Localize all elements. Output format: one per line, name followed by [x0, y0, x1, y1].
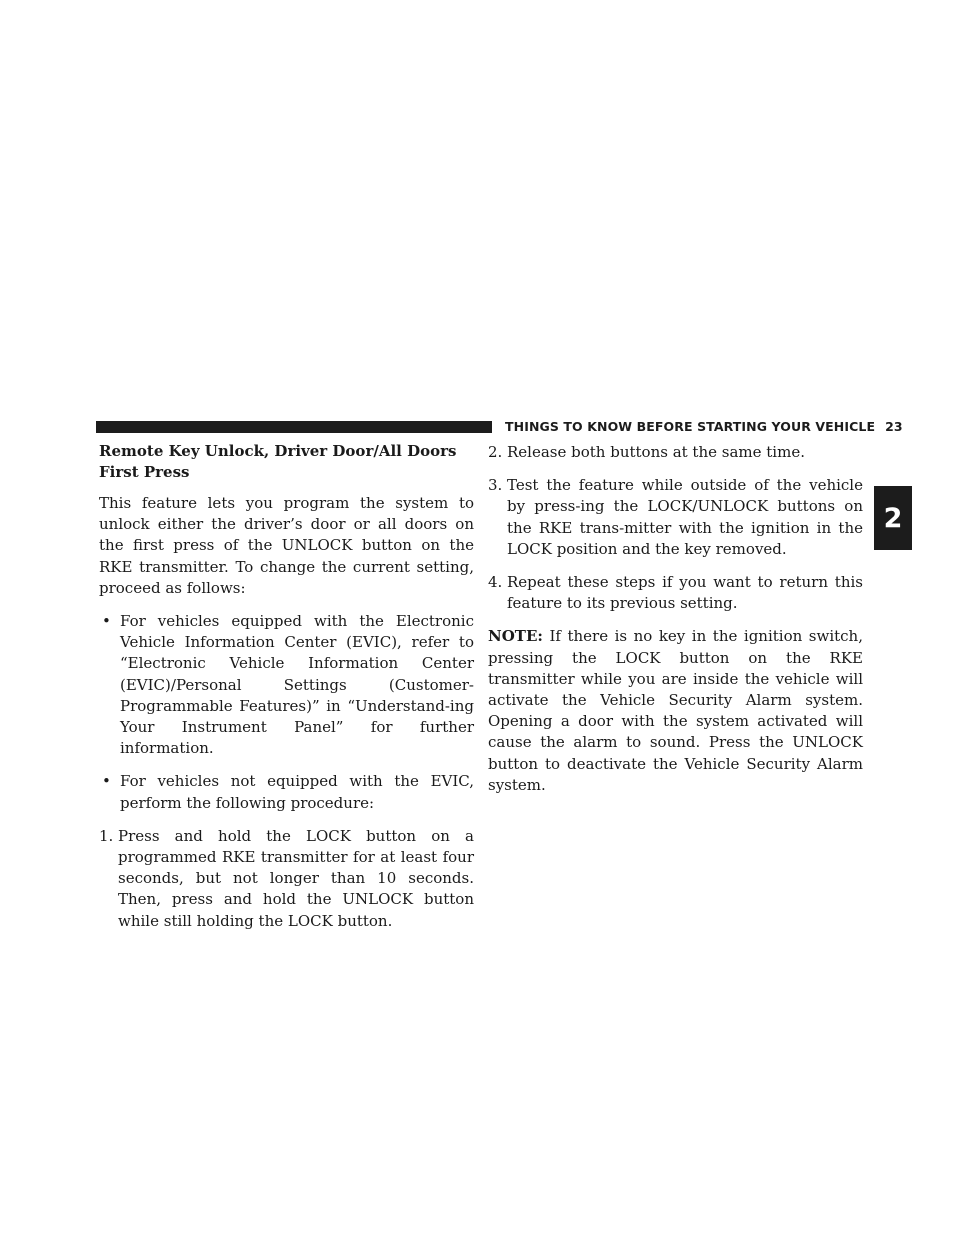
step-item: [99, 826, 474, 932]
step-number: 1.: [99, 826, 114, 845]
header-section-title: THINGS TO KNOW BEFORE STARTING YOUR VEHICLE: [505, 419, 876, 434]
intro-paragraph: This feature lets you program the system to unlock either the driver’s door or all doors on the first press of the UNLOCK button on the RKE transmitter. To change the current setting, proceed as follows:: [99, 494, 474, 597]
step-item: [488, 442, 863, 463]
step-number: 4.: [488, 573, 503, 592]
header-rule: [96, 421, 492, 433]
step-text: Press and hold the LOCK button on a programmed RKE transmitter for at least four seconds, but not longer than 10 seconds. Then, press and hold the UNLOCK button while still holding the LOCK button.: [118, 826, 474, 930]
bullet-item: [99, 611, 474, 759]
bullet-item: [99, 771, 474, 813]
right-column: [488, 442, 863, 808]
step-text: Repeat these steps if you want to return this feature to its previous setting.: [507, 573, 863, 613]
page-number: 23: [885, 419, 903, 434]
left-column: [99, 441, 474, 944]
step-number: 3.: [488, 476, 503, 495]
note-paragraph: [488, 626, 863, 796]
section-heading: Remote Key Unlock, Driver Door/All Doors First Press: [99, 442, 457, 481]
running-header: [505, 419, 903, 434]
step-number: 2.: [488, 443, 503, 461]
bullet-marker: •: [102, 772, 111, 791]
bullet-marker: •: [102, 612, 111, 631]
note-label: NOTE:: [488, 627, 543, 646]
step-item: [488, 475, 863, 560]
note-text: If there is no key in the ignition switch, pressing the LOCK button on the RKE transmitter while you are inside the vehicle will activate the Vehicle Security Alarm system. Opening a door with the system activated will cause the alarm to sound. Press the UNLOCK button to deactivate the Vehicle Security Alarm system.: [488, 627, 863, 794]
chapter-tab: 2: [874, 486, 912, 550]
bullet-text: For vehicles equipped with the Electronic Vehicle Information Center (EVIC), refer to “Electronic Vehicle Information Center (EVIC)/Personal Settings (Customer-Programmable Features)” in “Understand-ing Your Instrument Panel” for further information.: [120, 612, 474, 758]
step-text: Test the feature while outside of the vehicle by press-ing the LOCK/UNLOCK buttons on the RKE trans-mitter with the ignition in the LOCK position and the key removed.: [507, 476, 863, 558]
bullet-text: For vehicles not equipped with the EVIC, perform the following procedure:: [120, 772, 474, 812]
step-item: [488, 572, 863, 614]
step-text: Release both buttons at the same time.: [507, 443, 805, 461]
